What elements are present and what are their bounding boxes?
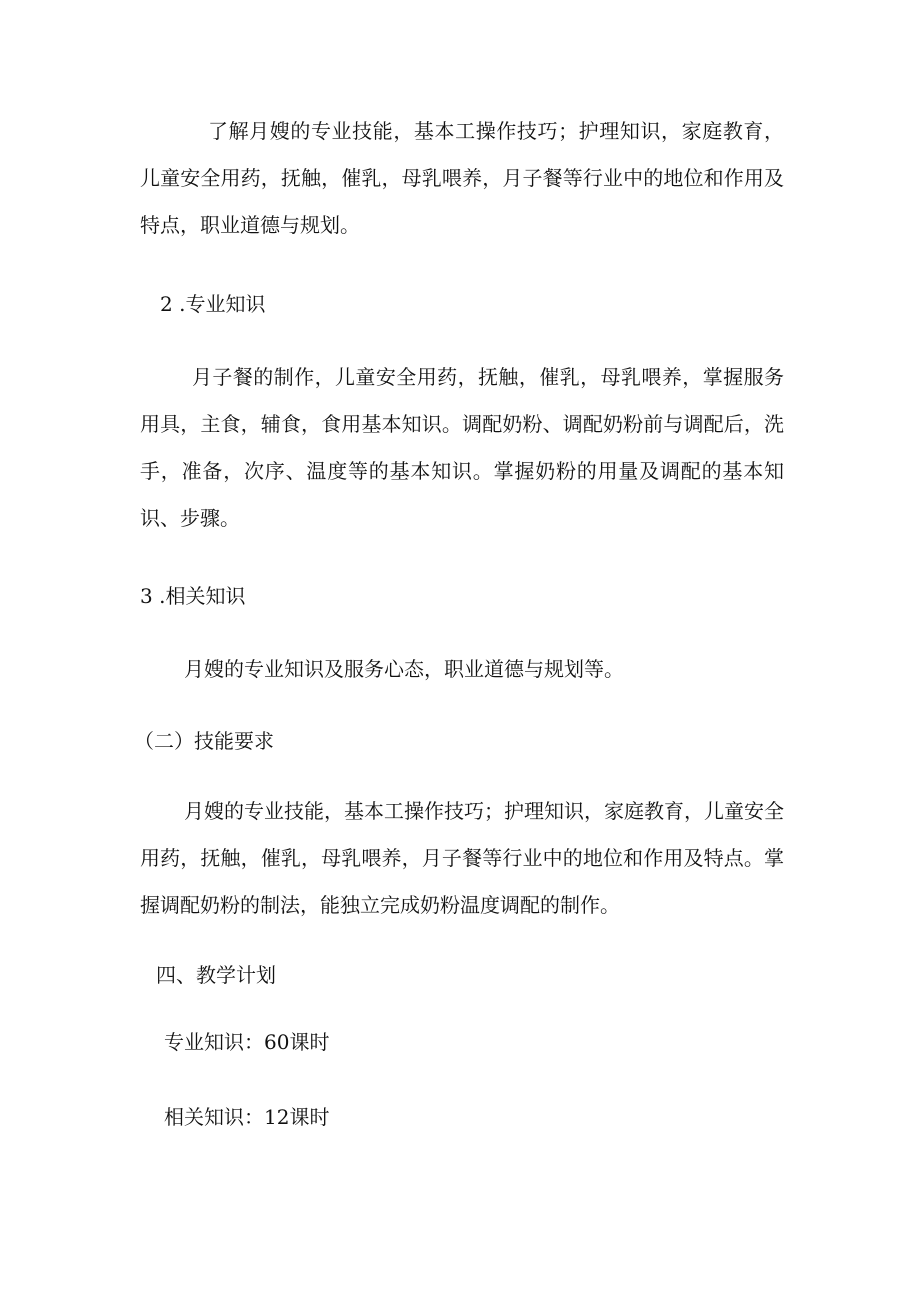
paragraph-related-knowledge: 月嫂的专业知识及服务心态，职业道德与规划等。	[184, 657, 624, 681]
heading-teaching-plan: 四、教学计划	[156, 963, 276, 987]
heading-related-knowledge: 3 .相关知识	[140, 584, 246, 608]
paragraph-skill-requirements: 月嫂的专业技能，基本工操作技巧；护理知识，家庭教育，儿童安全用药，抚触，催乳，母乳喂养，月子餐等行业中的地位和作用及特点。掌握调配奶粉的制法，能独立完成奶粉温度调配的制作。	[140, 799, 784, 917]
heading-skill-requirements: （二）技能要求	[134, 729, 274, 753]
paragraph-professional-knowledge: 月子餐的制作，儿童安全用药，抚触，催乳，母乳喂养，掌握服务用具，主食，辅食，食用基本知识。调配奶粉、调配奶粉前与调配后，洗手，准备，次序、温度等的基本知识。掌握奶粉的用量及调配的基本知识、步骤。	[140, 365, 784, 530]
plan-item-related-hours: 相关知识：12课时	[164, 1105, 330, 1129]
heading-professional-knowledge: 2 .专业知识	[160, 292, 266, 316]
paragraph-intro: 了解月嫂的专业技能，基本工操作技巧；护理知识，家庭教育，儿童安全用药，抚触，催乳，母乳喂养，月子餐等行业中的地位和作用及特点，职业道德与规划。	[140, 119, 784, 237]
plan-item-professional-hours: 专业知识：60课时	[164, 1030, 330, 1054]
